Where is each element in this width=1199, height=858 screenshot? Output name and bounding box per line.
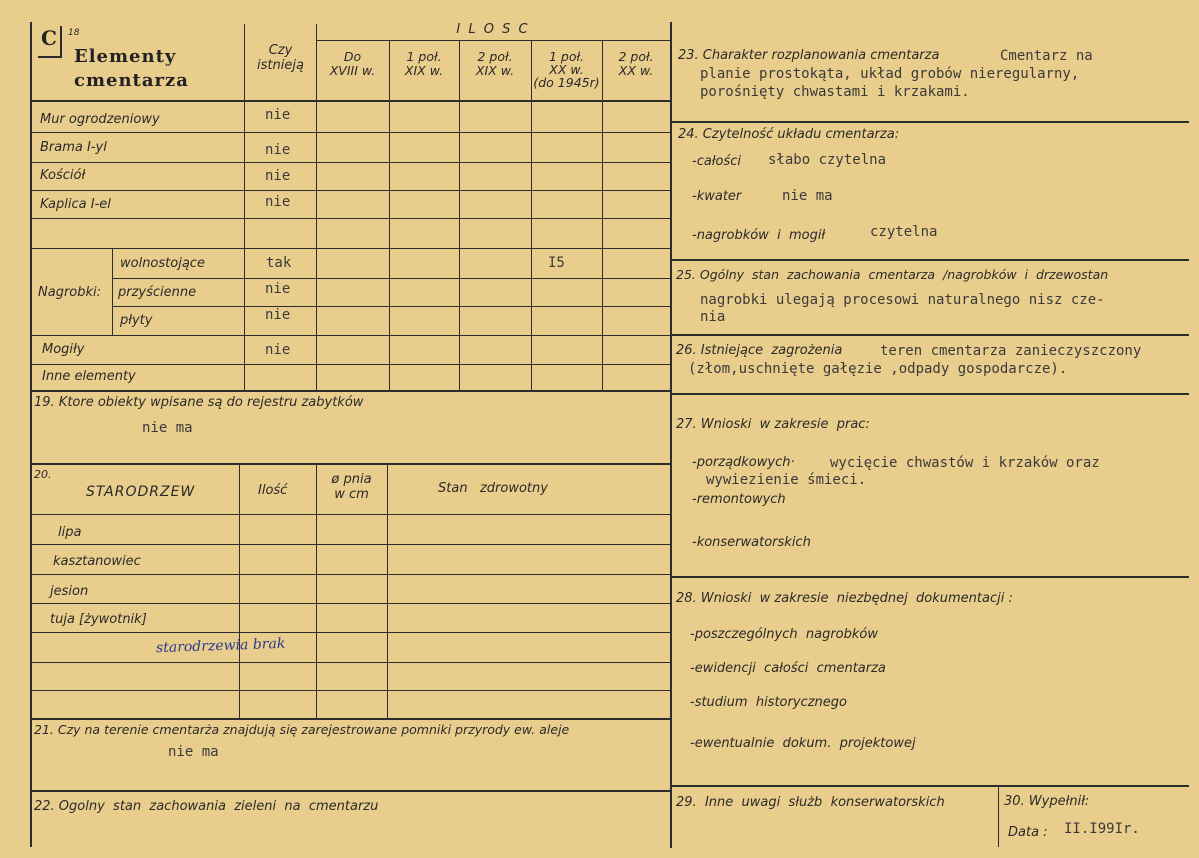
row-line (112, 306, 670, 307)
row-label-kosciol: Kościół (40, 168, 86, 183)
s20-col-ilosc (239, 465, 240, 718)
s25-label: 25. Ogólny stan zachowania cmentarza /nagrobków i drzewostan (676, 267, 1109, 282)
s20-col-stan: Stan zdrowotny (438, 481, 548, 496)
s20-col-pnia: ø pnia w cm (331, 472, 372, 502)
title-line2: cmentarza (74, 70, 189, 91)
s21-value: nie ma (168, 744, 219, 760)
s25-line2: nia (700, 309, 726, 325)
s24-nagrobkow-value: czytelna (870, 224, 938, 240)
title-line1: Elementy (74, 46, 177, 67)
s28-item-2: -ewidencji całości cmentarza (690, 661, 886, 676)
s28-bottom (672, 785, 1189, 787)
s30-data-label: Data : (1008, 825, 1048, 840)
s20-col-pnia (316, 465, 317, 718)
nagrobki-divider (112, 248, 113, 335)
s23-line2: planie prostokąta, układ grobów nieregularny, (700, 66, 1080, 82)
s27-porzadkowych-line1: wycięcie chwastów i krzaków oraz (830, 455, 1100, 471)
tree-row-line (30, 690, 670, 691)
s24-bottom (672, 259, 1189, 261)
s23-line3: porośnięty chwastami i krzakami. (700, 84, 970, 100)
s20-title: STARODRZEW (86, 484, 196, 500)
s22-label: 22. Ogolny stan zachowania zieleni na cmentarzu (34, 799, 379, 814)
nagrobki-label: Nagrobki: (38, 285, 102, 300)
tree-lipa: lipa (58, 525, 82, 540)
s23-bottom (672, 121, 1189, 123)
left-header-bottom (30, 100, 670, 102)
s27-remontowych: -remontowych (692, 492, 786, 507)
row-value-mogily: nie (265, 342, 291, 358)
row-line (30, 218, 670, 219)
s29-label: 29. Inne uwagi służb konserwatorskich (676, 795, 945, 810)
frame-left (30, 22, 32, 847)
row-line (30, 132, 670, 133)
s23-label: 23. Charakter rozplanowania cmentarza (678, 48, 940, 63)
col-2p19 (459, 40, 460, 390)
col-1p19 (389, 40, 390, 390)
czy-istnieja-header: Czy istnieją (257, 43, 304, 73)
col-2p20 (602, 40, 603, 390)
s26-line1: teren cmentarza zanieczyszczony (880, 343, 1142, 359)
s24-kwater-value: nie ma (782, 188, 833, 204)
s26-label: 26. Istniejące zagrożenia (676, 343, 843, 358)
row-value-plyty: nie (265, 307, 291, 323)
s24-kwater-label: -kwater (692, 189, 742, 204)
col-header-1p19: 1 poł. XIX w. (404, 49, 444, 79)
tree-row-line (30, 603, 670, 604)
s23-line1: Cmentarz na (1000, 48, 1093, 64)
row-label-inne: Inne elementy (42, 369, 136, 384)
s20-handwritten: starodrzewia brak (155, 635, 286, 657)
card-letter: C (41, 26, 58, 50)
row-value-kosciol: nie (265, 168, 291, 184)
row-line (112, 278, 670, 279)
s28-item-3: -studium historycznego (690, 695, 847, 710)
row-line (30, 335, 670, 336)
s27-porzadkowych-line2: wywiezienie śmieci. (706, 472, 867, 488)
s27-bottom (672, 576, 1189, 578)
s20-header-bottom (30, 514, 670, 515)
col-header-1p20: 1 poł. XX w. (do 1945r) (533, 49, 600, 91)
tree-kasztanowiec: kasztanowiec (53, 554, 141, 569)
col-header-2p20: 2 poł. XX w. (618, 49, 654, 79)
ilosc-underline (316, 40, 670, 41)
card-sub: 18 (68, 28, 80, 38)
row-value-kaplica: nie (265, 194, 291, 210)
s24-calosci-label: -całości (692, 154, 742, 169)
s30-data-value: II.I99Ir. (1064, 821, 1140, 837)
tree-row-line (30, 544, 670, 545)
row-label-wolnostojace: wolnostojące (120, 256, 205, 271)
s21-label: 21. Czy na terenie cmentarża znajdują się zarejestrowane pomniki przyrody ew. aleje (34, 722, 570, 737)
row-label-mogily: Mogiły (42, 342, 85, 357)
row-value-mur: nie (265, 107, 291, 123)
row-line (30, 162, 670, 163)
s28-label: 28. Wnioski w zakresie niezbędnej dokumentacji : (676, 591, 1013, 606)
col-header-2p19: 2 poł. XIX w. (475, 49, 515, 79)
tree-row-line (30, 662, 670, 663)
s19-label: 19. Ktore obiekty wpisane są do rejestru zabytków (34, 395, 364, 410)
col-header-do18: Do XVIII w. (329, 49, 376, 79)
row-line (30, 364, 670, 365)
row-line (30, 190, 670, 191)
row-value-wolnostojace: tak (266, 255, 292, 271)
row-count-wolnostojace: I5 (548, 255, 565, 271)
tree-tuja: tuja [żywotnik] (50, 612, 147, 627)
ilosc-header: I L O S C (456, 22, 530, 37)
s20-bottom (30, 718, 670, 720)
row-label-plyty: płyty (120, 313, 153, 328)
tree-row-line (30, 574, 670, 575)
tree-row-line (30, 632, 670, 633)
tree-jesion: jesion (50, 584, 89, 599)
s19-value: nie ma (142, 420, 193, 436)
s20-col-stan (387, 465, 388, 718)
col-1p20 (531, 40, 532, 390)
frame-middle (670, 22, 672, 848)
row-label-przyscienne: przyścienne (118, 285, 197, 300)
s26-bottom (672, 393, 1189, 395)
row-value-brama: nie (265, 142, 291, 158)
row-line (30, 248, 670, 249)
s27-porzadkowych-label: -porządkowych· (692, 455, 795, 470)
s27-label: 27. Wnioski w zakresie prac: (676, 417, 870, 432)
row-label-mur: Mur ogrodzeniowy (40, 112, 160, 127)
s25-line1: nagrobki ulegają procesowi naturalnego nisz cze- (700, 292, 1105, 308)
s26-line2: (złom,uschnięte gałęzie ,odpady gospodarcze). (688, 361, 1068, 377)
s28-item-1: -poszczególnych nagrobków (690, 627, 878, 642)
s28-item-4: -ewentualnie dokum. projektowej (690, 736, 916, 751)
s24-nagrobkow-label: -nagrobków i mogił (692, 228, 826, 243)
table-bottom (30, 390, 670, 392)
s24-label: 24. Czytelność układu cmentarza: (678, 127, 900, 142)
s27-konserwatorskich: -konserwatorskich (692, 535, 811, 550)
row-label-kaplica: Kaplica I-el (40, 197, 111, 212)
s21-bottom (30, 790, 670, 792)
s19-bottom (30, 463, 670, 465)
s20-num: 20. (34, 468, 52, 481)
s20-col-ilosc: Ilość (258, 483, 288, 498)
row-value-przyscienne: nie (265, 281, 291, 297)
s30-label: 30. Wypełnił: (1004, 794, 1090, 809)
s24-calosci-value: słabo czytelna (768, 152, 887, 168)
s29-s30-divider (998, 787, 999, 847)
row-label-brama: Brama I-yl (40, 140, 107, 155)
s25-bottom (672, 334, 1189, 336)
